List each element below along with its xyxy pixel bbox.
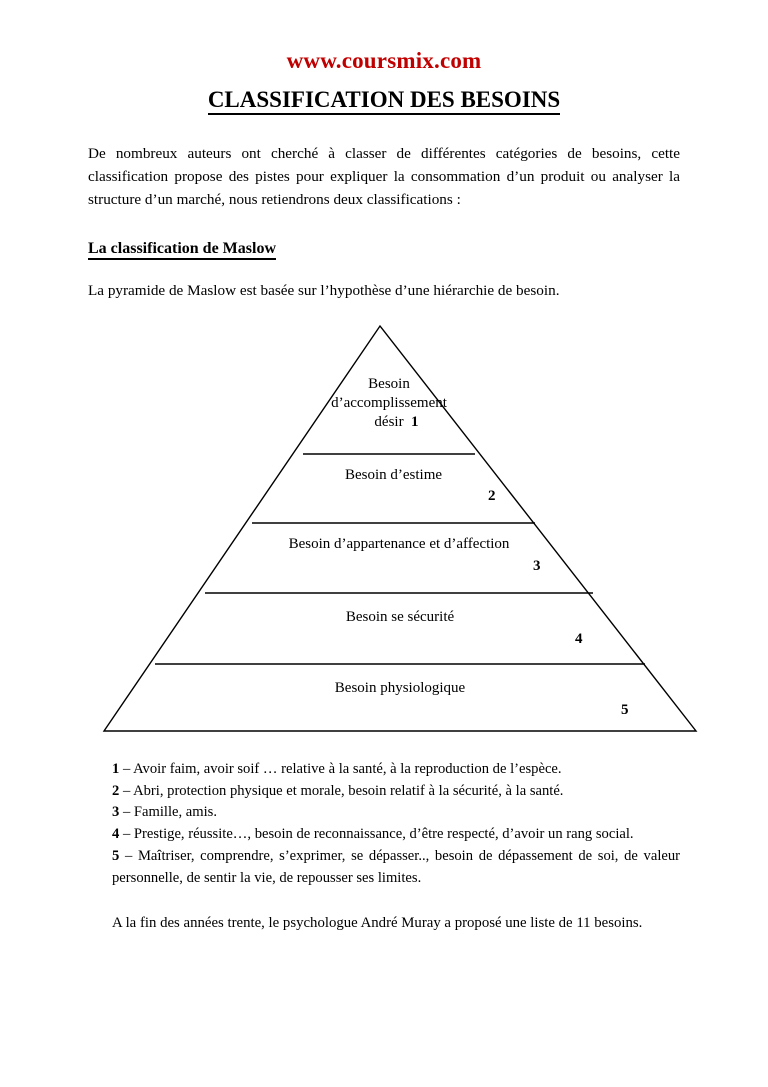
list-item [112, 846, 680, 890]
pyramid-tier-1-line-3: désir [374, 413, 404, 430]
legend-text: Maîtriser, comprendre, s’exprimer, se dépasser.., besoin de dépassement de soi, de valeur personnelle, de sentir la vie, de repousser ses limites. [112, 848, 681, 887]
pyramid-tier-1-label [303, 375, 475, 433]
closing-paragraph: A la fin des années trente, le psychologue André Muray a proposé une liste de 11 besoins. [112, 914, 643, 931]
page-title [88, 73, 680, 113]
legend-list [88, 733, 680, 890]
legend-text: Avoir faim, avoir soif … relative à la santé, à la reproduction de l’espèce. [133, 760, 562, 777]
pyramid-tier-2-label [252, 466, 535, 485]
pyramid-tier-4-label [155, 608, 645, 627]
maslow-pyramid [0, 313, 768, 733]
section-heading-maslow [88, 211, 680, 260]
legend-dash: – [122, 804, 131, 821]
site-url: www.coursmix.com [286, 48, 482, 73]
legend-dash: – [122, 760, 131, 777]
legend-number: 5 [112, 848, 120, 865]
pyramid-tier-2-line-1: Besoin d’estime [344, 466, 443, 483]
intro-paragraph: De nombreux auteurs ont cherché à classer de différentes catégories de besoins, cette classification propose des pistes pour expliquer la consommation d’un produit ou analyser la structure d’un marché, nous retiendrons deux classifications : [88, 144, 680, 208]
list-item [112, 781, 680, 803]
pyramid-tier-1-number: 1 [411, 413, 419, 430]
pyramid-tier-1-line-1: Besoin [368, 375, 410, 392]
page-title-text: CLASSIFICATION DES BESOINS [208, 87, 560, 115]
list-item [112, 802, 680, 824]
pyramid-tier-3-line-1: Besoin d’appartenance et d’affection [288, 535, 510, 552]
pyramid-tier-2-number: 2 [488, 487, 496, 504]
pyramid-tier-3-label [205, 535, 593, 554]
pyramid-tier-5-label [104, 679, 696, 698]
legend-dash: – [122, 782, 131, 799]
section-heading-text: La classification de Maslow [88, 240, 276, 260]
pyramid-tier-4-number: 4 [575, 630, 583, 647]
legend-dash: – [122, 826, 131, 843]
legend-text: Abri, protection physique et morale, besoin relatif à la sécurité, à la santé. [133, 782, 564, 799]
pyramid-tier-1-line-2: d’accomplissement [331, 394, 447, 411]
legend-dash: – [124, 848, 133, 865]
legend-number: 3 [112, 804, 120, 821]
maslow-lead-paragraph: La pyramide de Maslow est basée sur l’hypothèse d’une hiérarchie de besoin. [88, 281, 560, 299]
pyramid-tier-3-number: 3 [533, 557, 541, 574]
pyramid-tier-4-line-1: Besoin se sécurité [345, 608, 455, 625]
legend-text: Famille, amis. [133, 804, 218, 821]
legend-number: 4 [112, 826, 120, 843]
pyramid-tier-5-line-1: Besoin physiologique [334, 679, 466, 696]
list-item [112, 759, 680, 781]
list-item [112, 824, 680, 846]
legend-number: 2 [112, 782, 120, 799]
pyramid-tier-5-number: 5 [621, 701, 629, 718]
legend-text: Prestige, réussite…, besoin de reconnaissance, d’être respecté, d’avoir un rang social. [133, 826, 634, 843]
legend-number: 1 [112, 760, 120, 777]
